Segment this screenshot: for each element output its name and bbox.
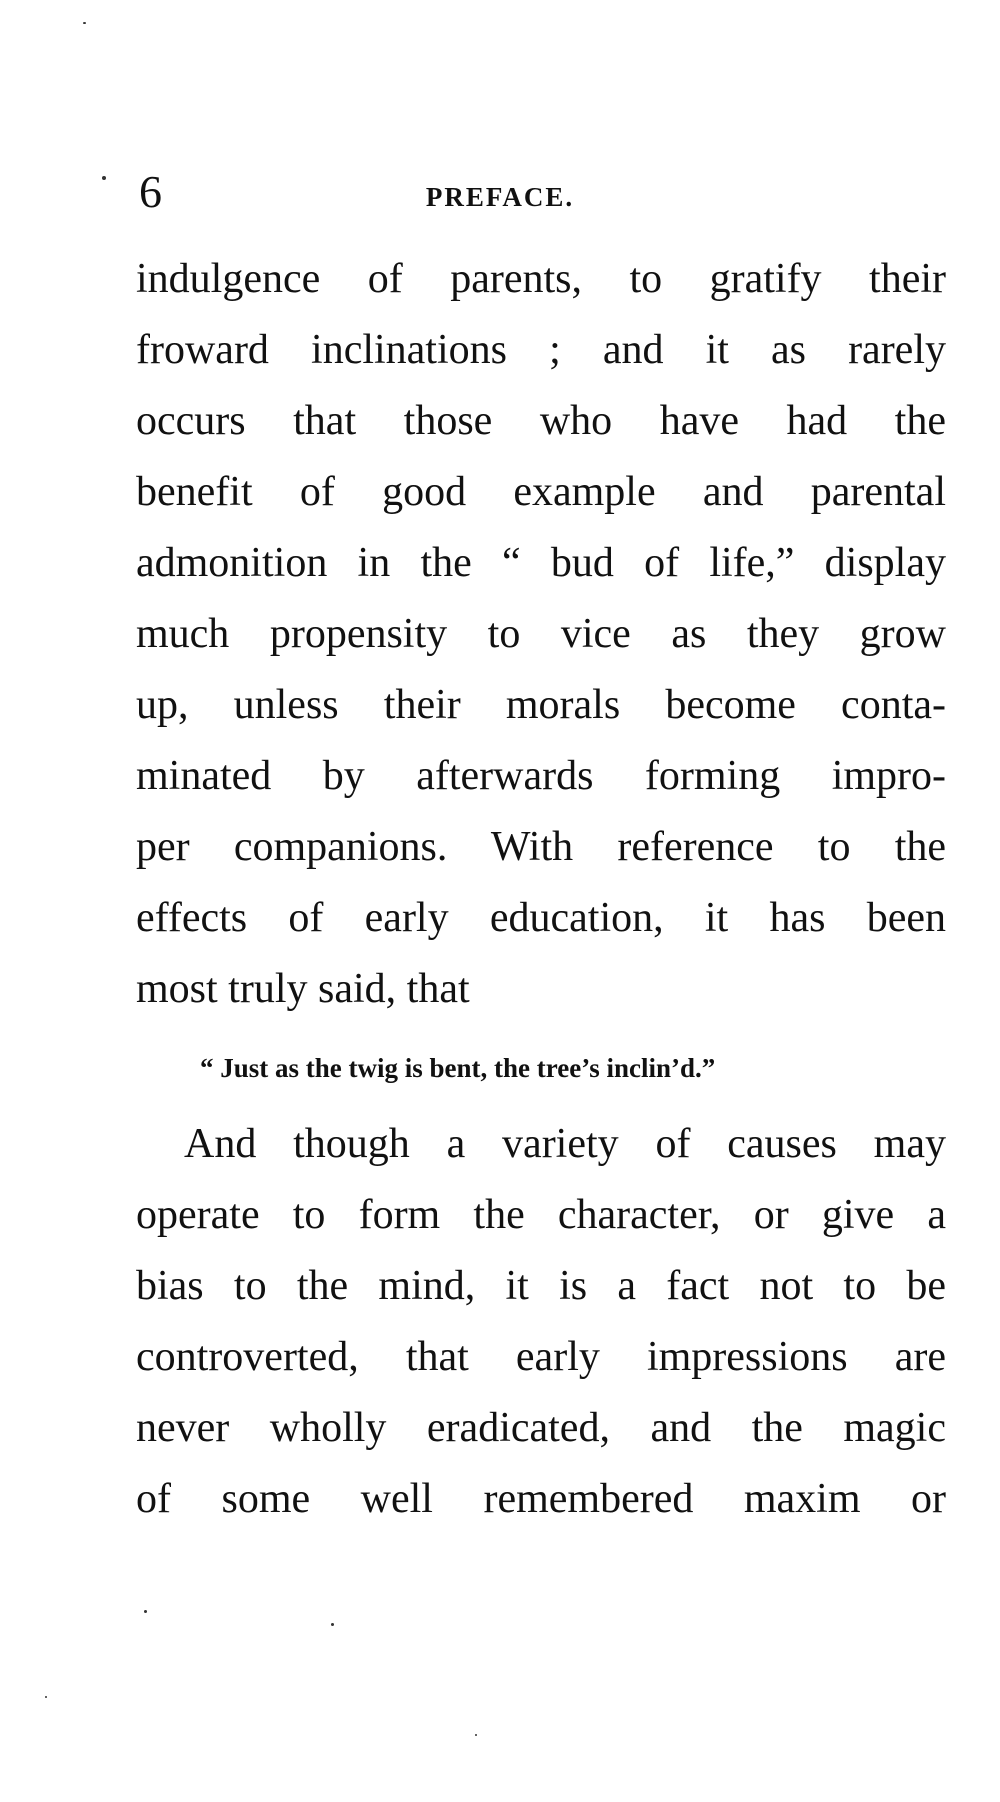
scan-speck bbox=[102, 176, 106, 180]
text-line: of some well remembered maxim or bbox=[136, 1476, 946, 1522]
text-line: occurs that those who have had the bbox=[136, 398, 946, 444]
scan-speck bbox=[83, 22, 86, 24]
page-number: 6 bbox=[139, 166, 162, 217]
text-line: benefit of good example and parental bbox=[136, 469, 946, 515]
running-head: PREFACE. bbox=[425, 182, 575, 212]
text-line: bias to the mind, it is a fact not to be bbox=[136, 1263, 946, 1309]
scan-speck bbox=[331, 1623, 334, 1626]
text-line: effects of early education, it has been bbox=[136, 895, 946, 941]
text-line: much propensity to vice as they grow bbox=[136, 611, 946, 657]
scan-speck bbox=[144, 1610, 147, 1613]
block-quotation: “ Just as the twig is bent, the tree’s inclin’d.” bbox=[200, 1053, 716, 1083]
text-line: up, unless their morals become conta- bbox=[136, 682, 946, 728]
text-line: never wholly eradicated, and the magic bbox=[136, 1405, 946, 1451]
scan-speck bbox=[475, 1734, 477, 1736]
text-line: controverted, that early impressions are bbox=[136, 1334, 946, 1380]
text-line: operate to form the character, or give a bbox=[136, 1192, 946, 1238]
text-line: indulgence of parents, to gratify their bbox=[136, 256, 946, 302]
text-line: per companions. With reference to the bbox=[136, 824, 946, 870]
scan-speck bbox=[45, 1696, 47, 1698]
text-line: froward inclinations ; and it as rarely bbox=[136, 327, 946, 373]
text-line: admonition in the “ bud of life,” display bbox=[136, 540, 946, 586]
text-line: And though a variety of causes may bbox=[184, 1121, 946, 1167]
text-line: most truly said, that bbox=[136, 966, 470, 1012]
text-line: minated by afterwards forming impro- bbox=[136, 753, 946, 799]
